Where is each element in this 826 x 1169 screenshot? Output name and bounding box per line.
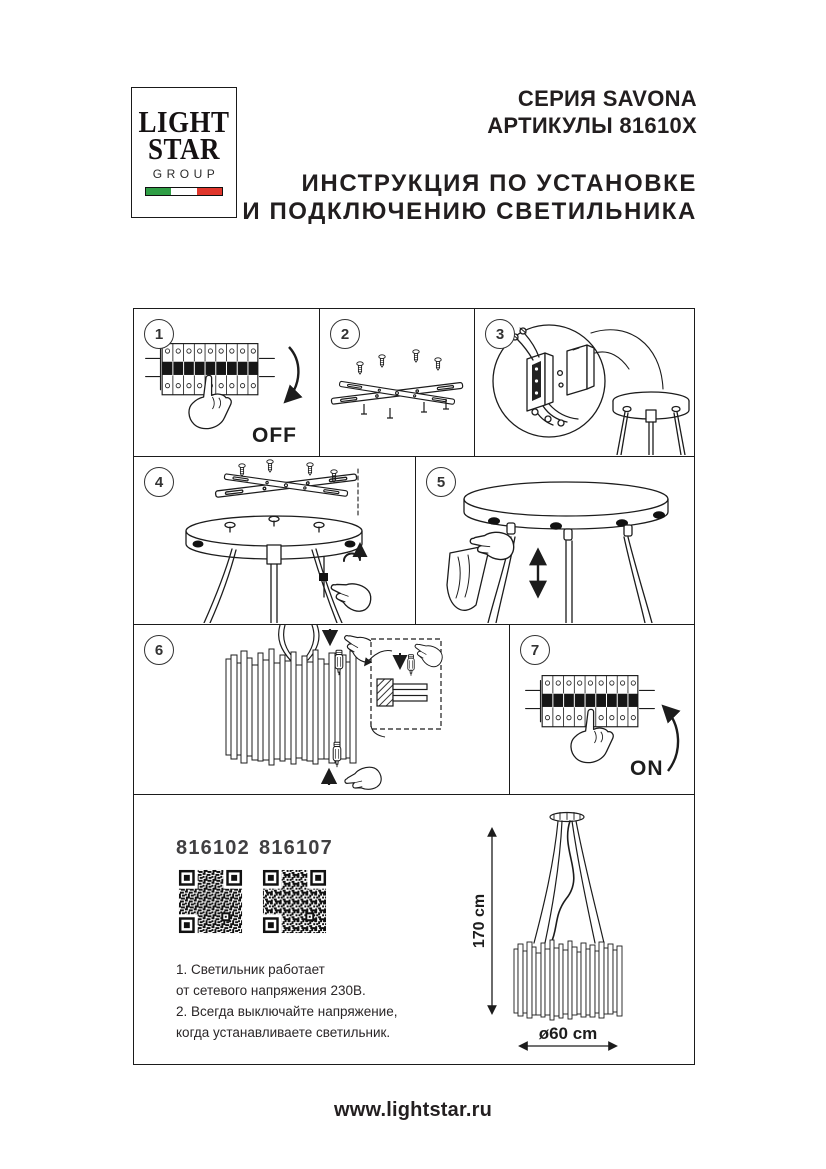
step-6-number: 6 — [144, 635, 174, 665]
flag-white-band — [171, 188, 196, 195]
logo-word-light: LIGHT — [138, 105, 230, 139]
instruction-title-line1: ИНСТРУКЦИЯ ПО УСТАНОВКЕ — [301, 169, 697, 197]
instruction-title-line2: И ПОДКЛЮЧЕНИЮ СВЕТИЛЬНИКА — [242, 198, 697, 226]
articles-title: АРТИКУЛЫ 81610X — [487, 113, 697, 139]
step-2-number: 2 — [330, 319, 360, 349]
note-line-2: от сетевого напряжения 230В. — [176, 983, 366, 999]
on-label: ON — [630, 757, 664, 780]
step-4-number: 4 — [144, 467, 174, 497]
article-number-816107: 816107 — [259, 837, 333, 859]
step-3-number: 3 — [485, 319, 515, 349]
step-1-panel — [134, 309, 320, 456]
step-7-number: 7 — [520, 635, 550, 665]
step-7-panel — [510, 625, 694, 794]
qr-code-816102 — [176, 867, 245, 936]
diameter-dimension-label: ø60 cm — [538, 1024, 598, 1043]
note-line-3: 2. Всегда выключайте напряжение, — [176, 1004, 398, 1020]
step-2-panel — [320, 309, 475, 456]
step5-cord-adjustment-illustration — [416, 457, 693, 623]
product-details-panel — [134, 795, 694, 1064]
qr-code-816107 — [260, 867, 329, 936]
logo-word-star: STAR — [147, 131, 221, 166]
step-5-number: 5 — [426, 467, 456, 497]
note-line-4: когда устанавливаете светильник. — [176, 1025, 391, 1041]
step-3-panel — [475, 309, 694, 456]
series-title: СЕРИЯ SAVONA — [517, 86, 697, 111]
lightstar-logo — [131, 87, 237, 218]
article-number-816102: 816102 — [176, 837, 250, 859]
height-dimension-label: 170 cm — [471, 893, 488, 949]
flag-green-band — [146, 188, 171, 195]
italian-flag-stripe — [145, 187, 223, 196]
step-6-panel — [134, 625, 510, 794]
safety-notes — [176, 959, 397, 1043]
step6-lamp-installation-illustration — [134, 625, 508, 793]
dimensions-drawing — [434, 803, 688, 1055]
step-1-number: 1 — [144, 319, 174, 349]
website-url: www.lightstar.ru — [333, 1099, 493, 1121]
step-5-panel — [416, 457, 694, 624]
step-4-panel — [134, 457, 416, 624]
step4-canopy-mounting-illustration — [134, 457, 414, 623]
flag-red-band — [197, 188, 222, 195]
instruction-steps-grid — [133, 308, 695, 1065]
logo-word-group: GROUP — [152, 166, 220, 181]
note-line-1: 1. Светильник работает — [176, 962, 325, 977]
off-label: OFF — [252, 424, 297, 447]
header-title-block — [242, 85, 697, 227]
